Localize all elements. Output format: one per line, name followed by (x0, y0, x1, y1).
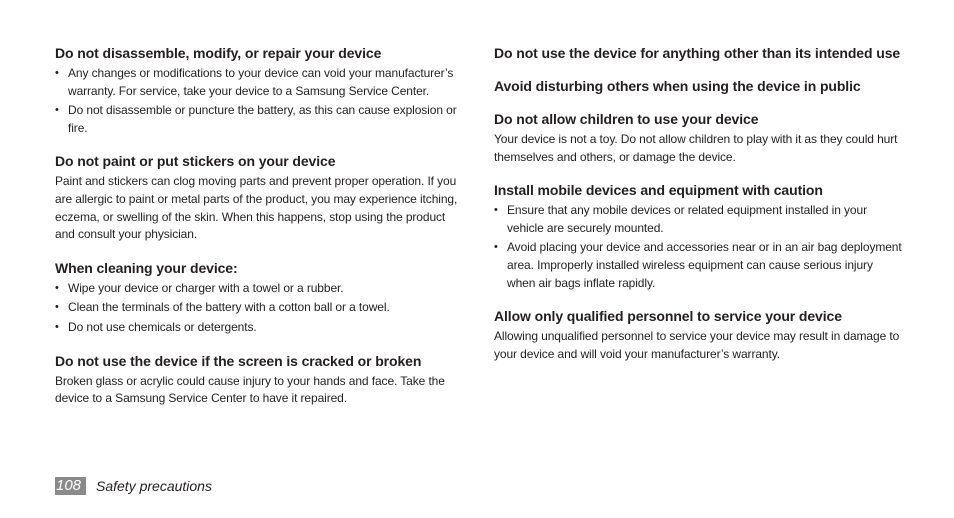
bullet-icon: • (55, 281, 59, 294)
section-cracked (55, 352, 463, 408)
section-heading: Do not disassemble, modify, or repair your device (55, 45, 382, 61)
section-body: Paint and stickers can clog moving parts and prevent proper operation. If you are allergic to paint or metal parts of the product, you may experience itching, eczema, or swelling of the skin. When this happens, stop using the product and consult your physician. (55, 174, 458, 242)
section-heading: Do not use the device if the screen is cracked or broken (55, 352, 422, 369)
list-item: • Wipe your device or charger with a towel or a rubber. (55, 280, 463, 298)
bullet-list (494, 202, 902, 292)
section-disturbing (494, 77, 902, 95)
bullet-icon: • (55, 301, 59, 314)
section-disassemble (55, 44, 463, 137)
section-heading: Allow only qualified personnel to service your device (494, 308, 842, 325)
section-heading: When cleaning your device: (55, 259, 238, 276)
bullet-icon: • (494, 204, 498, 217)
bullet-icon: • (494, 241, 498, 254)
list-item: • Avoid placing your device and accessories near or in an air bag deployment area. Improperly installed wireless equipment can cause serious injury when air bags inflate rapidly. (494, 240, 902, 290)
section-body: Broken glass or acrylic could cause injury to your hands and face. Take the device to a Samsung Service Center to have it repaired. (55, 373, 445, 406)
section-qualified (494, 307, 902, 363)
bullet-icon: • (55, 104, 59, 117)
list-item: • Ensure that any mobile devices or related equipment installed in your vehicle are securely mounted. (494, 203, 867, 235)
section-children (494, 110, 902, 166)
section-label: Safety precautions (96, 478, 212, 494)
section-heading: Do not allow children to use your device (494, 111, 759, 127)
section-intended-use (494, 44, 902, 62)
section-body: Allowing unqualified personnel to service your device may result in damage to your device and will void your manufacturer’s warranty. (494, 329, 900, 361)
page-number: 108 (55, 477, 86, 495)
section-cleaning (55, 259, 463, 337)
section-mobile-install (494, 181, 902, 292)
page-footer (55, 477, 212, 495)
section-heading: Install mobile devices and equipment with caution (494, 182, 823, 199)
section-heading: Do not use the device for anything other than its intended use (494, 45, 901, 61)
bullet-icon: • (55, 320, 59, 333)
list-item: • Do not use chemicals or detergents. (55, 319, 463, 337)
section-body: Your device is not a toy. Do not allow children to play with it as they could hurt themselves and others, or damage the device. (494, 132, 898, 164)
list-item: • Do not disassemble or puncture the battery, as this can cause explosion or fire. (55, 103, 457, 135)
list-item: • Clean the terminals of the battery with a cotton ball or a towel. (55, 299, 463, 317)
section-heading: Avoid disturbing others when using the device in public (494, 78, 861, 94)
list-item: • Any changes or modifications to your device can void your manufacturer’s warranty. For service, take your device to a Samsung Service Center. (55, 66, 454, 98)
bullet-list (55, 65, 463, 137)
bullet-icon: • (55, 67, 59, 79)
right-column (494, 44, 902, 378)
section-heading: Do not paint or put stickers on your device (55, 153, 336, 170)
left-column (55, 44, 463, 423)
bullet-list (55, 280, 463, 337)
section-paint (55, 152, 463, 243)
